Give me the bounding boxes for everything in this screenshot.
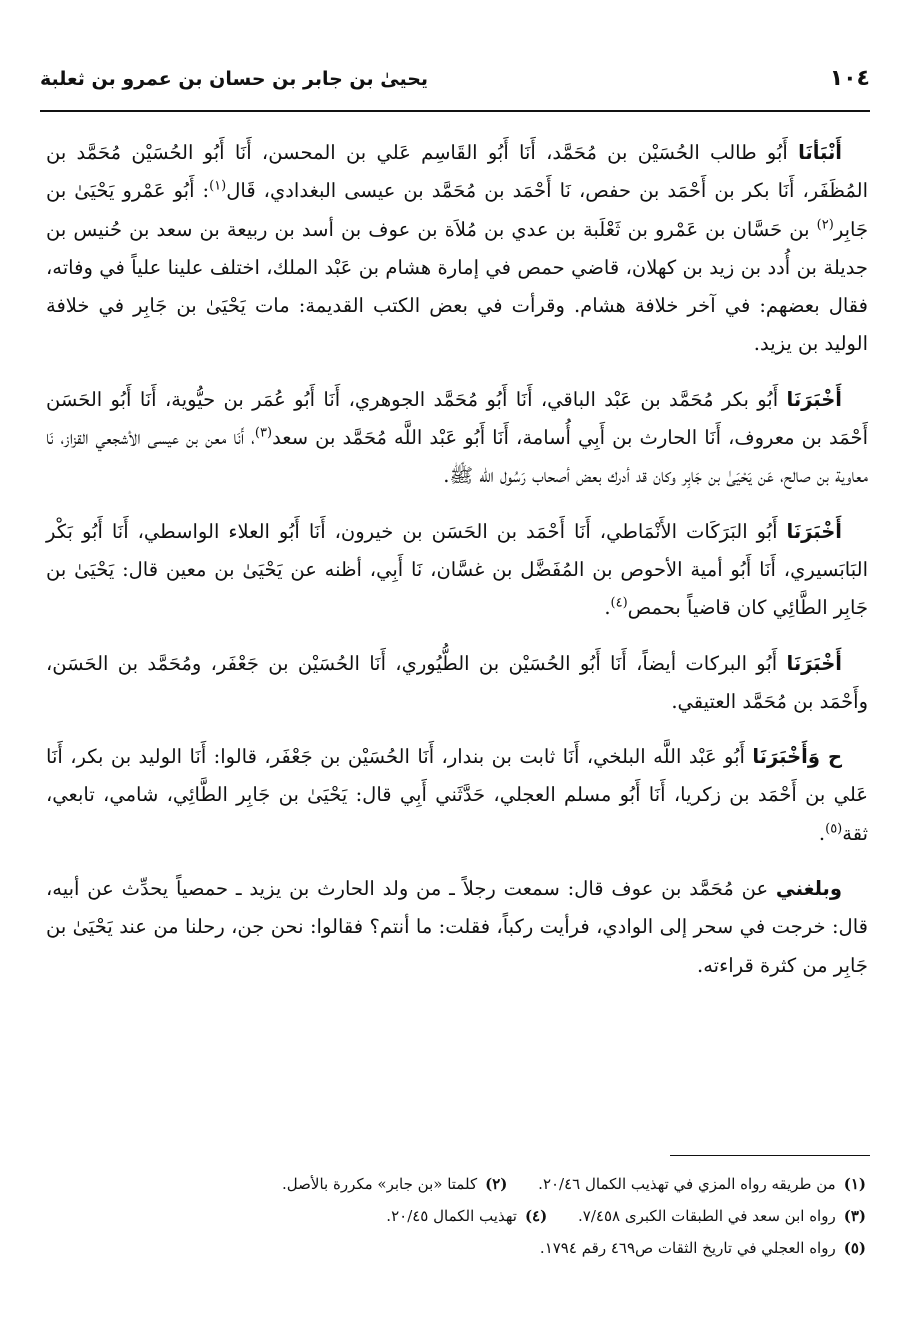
paragraph-text: أَبُو بكر مُحَمَّد بن عَبْد الباقي، أَنَا أَبُو مُحَمَّد الجوهري، أَنَا أَبُو عُمَر بن حيُّوية، أَنَا أَبُو الحَسَن أَحْمَد بن معروف، أَنَا الحارث بن أَبِي أُسامة، أَنَا أَبُو عَبْد اللَّه مُحَمَّد بن سعد bbox=[46, 387, 868, 450]
footnote-ref: (٥) bbox=[825, 821, 843, 837]
footnote-row bbox=[46, 1168, 866, 1200]
footnote-row bbox=[46, 1232, 866, 1264]
paragraph-3 bbox=[46, 513, 868, 628]
paragraph-text: . bbox=[818, 821, 826, 845]
footnote-text: من طريقه رواه المزي في تهذيب الكمال ٢٠/٤٦. bbox=[538, 1175, 836, 1193]
footnote-ref: (١) bbox=[209, 178, 227, 194]
paragraph-text: أَبُو البَرَكَات الأَنْمَاطي، أَنَا أَحْمَد بن الحَسَن بن خيرون، أَنَا أَبُو العلاء الواسطي، أَنَا أَبُو بَكْر البَابَسيري، أَنَا أَبُو أمية الأحوص بن المُفَضَّل بن غسَّان، نَا أَبِي، أظنه عن يَحْيَىٰ بن معين قال: يَحْيَىٰ بن جَابِر الطَّائِي كان قاضياً بحمص bbox=[46, 519, 868, 620]
footnote-text: كلمتا «بن جابر» مكررة بالأصل. bbox=[282, 1175, 478, 1193]
footnote-number: (٣) bbox=[843, 1207, 866, 1225]
running-title: يحيىٰ بن جابر بن حسان بن عمرو بن ثعلبة bbox=[40, 68, 429, 90]
footnote-number: (١) bbox=[843, 1175, 866, 1193]
paragraph-text: أَبُو طالب الحُسَيْن بن مُحَمَّد، أَنَا أَبُو القَاسِم عَلي بن المحسن، أَنَا أَبُو الحُسَيْن مُحَمَّد بن المُظَفَر، أَنَا بكر بن أَحْمَد بن حفص، نَا أَحْمَد بن مُحَمَّد بن عيسى البغدادي، قَال bbox=[46, 141, 868, 203]
paragraph-lead: أَنْبَأنَا bbox=[798, 141, 842, 164]
page-header bbox=[40, 62, 870, 102]
footnote-ref: (٣) bbox=[254, 425, 273, 441]
paragraph-lead: أَخْبَرَنَا bbox=[786, 519, 842, 543]
footnote-text: تهذيب الكمال ٢٠/٤٥. bbox=[386, 1207, 517, 1225]
paragraph-text: أَبُو عَبْد اللَّه البلخي، أَنَا ثابت بن بندار، أَنَا الحُسَيْن بن جَعْفَر، قالوا: أَنَا الوليد بن بكر، أَنَا عَلي بن أَحْمَد بن زكريا، أَنَا أَبُو مسلم العجلي، حَدَّثَني أَبِي قال: يَحْيَىٰ بن جَابِر الطَّائِي، شامي، تابعي، ثقة bbox=[46, 745, 868, 845]
footnote-text: رواه ابن سعد في الطبقات الكبرى ٧/٤٥٨. bbox=[578, 1207, 836, 1225]
paragraph-text: : أَبُو عَمْرو يَحْيَىٰ بن جَابِر bbox=[46, 179, 868, 241]
paragraph-lead: أَخْبَرَنَا bbox=[786, 387, 842, 411]
footnote-1 bbox=[538, 1175, 866, 1193]
header-rule bbox=[40, 110, 870, 112]
paragraph-text: . bbox=[604, 596, 611, 620]
main-text bbox=[46, 134, 868, 1002]
paragraph-text: ، أَنَا معن بن عيسى الأشجعي القزاز، نَا معاوية بن صالح، عَن يَحْيَىٰ بن جَابِر وكان قد أدرك بعض أصحاب رَسُول الله ﷺ. bbox=[46, 426, 868, 488]
footnote-ref: (٢) bbox=[816, 217, 834, 233]
paragraph-6 bbox=[46, 870, 868, 985]
footnote-ref: (٤) bbox=[610, 595, 628, 611]
paragraph-lead: أَخْبَرَنَا bbox=[786, 651, 842, 675]
footnote-rule bbox=[670, 1155, 870, 1156]
footnote-row bbox=[46, 1200, 866, 1232]
paragraph-text: بن حَسَّان بن عَمْرو بن ثَعْلَبة بن عدي بن مُلاَة بن عوف بن أسد بن ربيعة بن سعد بن حُنيس بن جديلة بن أُدد بن زيد بن كهلان، قاضي حمص في إمارة هشام بن عَبْد الملك، اختلف علينا علياً في وفاته، فقال بعضهم: في آخر خلافة هشام. وقرأت في بعض الكتب القديمة: مات يَحْيَىٰ بن جَابِر في خلافة الوليد بن يزيد. bbox=[46, 217, 868, 356]
footnote-2 bbox=[282, 1175, 507, 1193]
paragraph-text: أَبُو البركات أيضاً، أَنَا أَبُو الحُسَيْن بن الطُّيُوري، أَنَا الحُسَيْن بن جَعْفَر، ومُحَمَّد بن الحَسَن، وأَحْمَد بن مُحَمَّد العتيقي. bbox=[46, 651, 868, 713]
paragraph-2 bbox=[46, 381, 868, 496]
footnotes bbox=[46, 1168, 866, 1264]
paragraph-1 bbox=[46, 134, 868, 364]
footnote-4 bbox=[386, 1207, 547, 1225]
paragraph-5 bbox=[46, 738, 868, 853]
paragraph-lead: وبلغني bbox=[775, 877, 842, 901]
footnote-number: (٢) bbox=[485, 1175, 508, 1193]
paragraph-text: عن مُحَمَّد بن عوف قال: سمعت رجلاً ـ من ولد الحارث بن يزيد ـ حمصياً يحدِّث عن أبيه، قال: خرجت في سحر إلى الوادي، فرأيت ركباً، فقلت: ما أنتم؟ فقالوا: نحن جن، رحلنا من عند يَحْيَىٰ بن جَابِر من كثرة قراءته. bbox=[46, 877, 868, 977]
footnote-number: (٤) bbox=[524, 1207, 548, 1225]
paragraph-4 bbox=[46, 645, 868, 722]
paragraph-lead: ح وَأَخْبَرَنَا bbox=[752, 745, 842, 769]
footnote-3 bbox=[578, 1207, 866, 1225]
page-number: ١٠٤ bbox=[829, 66, 870, 91]
footnote-number: (٥) bbox=[843, 1239, 866, 1257]
footnote-5 bbox=[540, 1239, 866, 1257]
footnote-text: رواه العجلي في تاريخ الثقات ص٤٦٩ رقم ١٧٩٤. bbox=[539, 1239, 836, 1257]
